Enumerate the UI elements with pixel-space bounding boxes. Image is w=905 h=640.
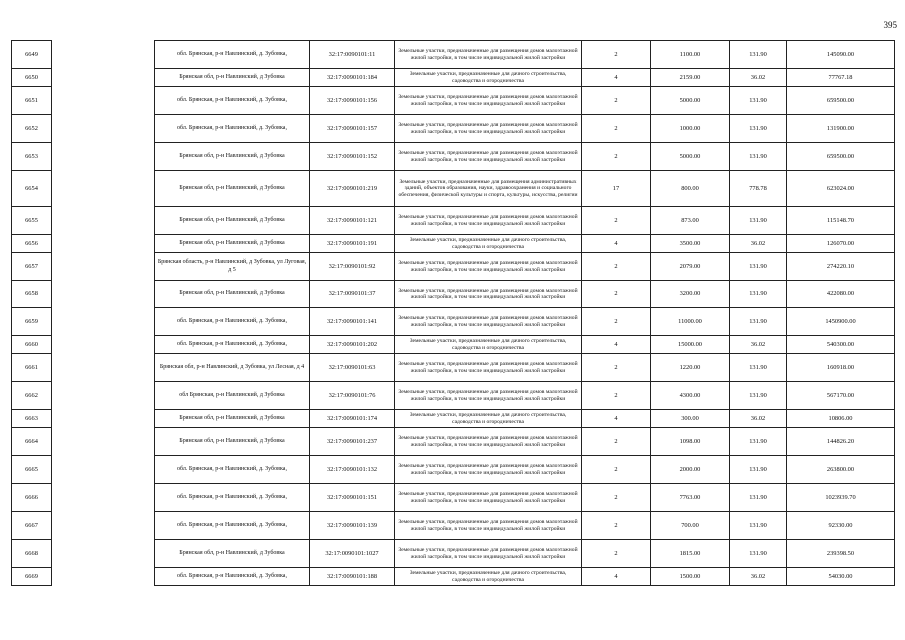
- page-number: 395: [883, 20, 897, 30]
- cell-address: обл. Брянская, р-н Навлинский, д. Зубовка,: [155, 512, 310, 540]
- cell-land-use: Земельные участки, предназначенные для дачного строительства, садоводства и огородничества: [395, 235, 582, 253]
- cell-cadastral-value: 623024.00: [787, 171, 895, 207]
- cell-cadastral-number: 32:17:0090101:139: [310, 512, 395, 540]
- cell-specific-value: 131.90: [730, 456, 787, 484]
- cell-group-code: 2: [582, 115, 651, 143]
- cell-number: 6665: [12, 456, 52, 484]
- cell-group-code: 2: [582, 41, 651, 69]
- cell-cadastral-number: 32:17:0090101:132: [310, 456, 395, 484]
- cell-specific-value: 36.02: [730, 235, 787, 253]
- cell-group-code: 2: [582, 281, 651, 308]
- cell-spacer: [52, 568, 155, 586]
- cell-spacer: [52, 69, 155, 87]
- cell-address: обл. Брянская, р-н Навлинский, д. Зубовка,: [155, 568, 310, 586]
- cell-cadastral-value: 54030.00: [787, 568, 895, 586]
- table-row: [12, 41, 895, 69]
- cell-number: 6660: [12, 336, 52, 354]
- cell-cadastral-number: 32:17:0090101:121: [310, 207, 395, 235]
- cell-address: Брянская обл, р-н Навлинский, д Зубовка: [155, 428, 310, 456]
- cell-group-code: 2: [582, 512, 651, 540]
- cell-cadastral-value: 1450900.00: [787, 308, 895, 336]
- cell-cadastral-value: 131900.00: [787, 115, 895, 143]
- cell-cadastral-number: 32:17:0090101:11: [310, 41, 395, 69]
- cell-number: 6662: [12, 382, 52, 410]
- cell-spacer: [52, 336, 155, 354]
- cell-address: обл. Брянская, р-н Навлинский, д. Зубовка,: [155, 484, 310, 512]
- cell-group-code: 4: [582, 568, 651, 586]
- cell-group-code: 2: [582, 87, 651, 115]
- cell-cadastral-value: 126070.00: [787, 235, 895, 253]
- cell-specific-value: 131.90: [730, 143, 787, 171]
- cell-land-use: Земельные участки, предназначенные для размещения домов малоэтажной жилой застройки, в том числе индивидуальной жилой застройки: [395, 484, 582, 512]
- table-row: [12, 171, 895, 207]
- cell-cadastral-value: 10806.00: [787, 410, 895, 428]
- cell-number: 6666: [12, 484, 52, 512]
- cell-number: 6656: [12, 235, 52, 253]
- cell-specific-value: 36.02: [730, 568, 787, 586]
- cell-group-code: 4: [582, 235, 651, 253]
- cell-land-use: Земельные участки, предназначенные для размещения домов малоэтажной жилой застройки, в том числе индивидуальной жилой застройки: [395, 41, 582, 69]
- cell-cadastral-value: 263800.00: [787, 456, 895, 484]
- cell-number: 6650: [12, 69, 52, 87]
- table-row: [12, 87, 895, 115]
- table-row: [12, 410, 895, 428]
- cell-specific-value: 36.02: [730, 410, 787, 428]
- cell-area: 4300.00: [651, 382, 730, 410]
- cell-land-use: Земельные участки, предназначенные для размещения административных зданий, объектов образования, науки, здравоохранения и социального обеспечения, физической культуры и спорта, культуры, искусства, религии: [395, 171, 582, 207]
- cell-specific-value: 131.90: [730, 428, 787, 456]
- table-row: [12, 512, 895, 540]
- cell-specific-value: 131.90: [730, 484, 787, 512]
- cell-address: обл Брянская, р-н Навлинский, д Зубовка: [155, 382, 310, 410]
- cell-cadastral-value: 274220.10: [787, 253, 895, 281]
- cell-land-use: Земельные участки, предназначенные для размещения домов малоэтажной жилой застройки, в том числе индивидуальной жилой застройки: [395, 207, 582, 235]
- cell-group-code: 17: [582, 171, 651, 207]
- cell-area: 800.00: [651, 171, 730, 207]
- cell-number: 6652: [12, 115, 52, 143]
- table-row: [12, 336, 895, 354]
- cell-land-use: Земельные участки, предназначенные для дачного строительства, садоводства и огородничества: [395, 336, 582, 354]
- table-body: [12, 41, 895, 586]
- cell-number: 6661: [12, 354, 52, 382]
- cell-cadastral-value: 115148.70: [787, 207, 895, 235]
- cell-spacer: [52, 281, 155, 308]
- cell-area: 2159.00: [651, 69, 730, 87]
- cell-spacer: [52, 428, 155, 456]
- cell-number: 6667: [12, 512, 52, 540]
- cell-area: 1815.00: [651, 540, 730, 568]
- cell-land-use: Земельные участки, предназначенные для размещения домов малоэтажной жилой застройки, в том числе индивидуальной жилой застройки: [395, 281, 582, 308]
- cell-number: 6664: [12, 428, 52, 456]
- cell-cadastral-number: 32:17:0090101:191: [310, 235, 395, 253]
- cell-spacer: [52, 456, 155, 484]
- table-row: [12, 69, 895, 87]
- cell-number: 6668: [12, 540, 52, 568]
- cell-area: 1100.00: [651, 41, 730, 69]
- cell-number: 6659: [12, 308, 52, 336]
- cell-group-code: 4: [582, 336, 651, 354]
- cell-land-use: Земельные участки, предназначенные для размещения домов малоэтажной жилой застройки, в том числе индивидуальной жилой застройки: [395, 143, 582, 171]
- cell-cadastral-value: 145090.00: [787, 41, 895, 69]
- cell-specific-value: 131.90: [730, 308, 787, 336]
- cell-spacer: [52, 143, 155, 171]
- cell-land-use: Земельные участки, предназначенные для дачного строительства, садоводства и огородничества: [395, 568, 582, 586]
- cell-cadastral-number: 32:17:0090101:237: [310, 428, 395, 456]
- cell-area: 2079.00: [651, 253, 730, 281]
- cell-spacer: [52, 41, 155, 69]
- cell-specific-value: 131.90: [730, 87, 787, 115]
- cell-address: Брянская обл, р-н Навлинский, д Зубовка: [155, 410, 310, 428]
- cell-cadastral-number: 32:17:0090101:188: [310, 568, 395, 586]
- cell-spacer: [52, 382, 155, 410]
- cell-address: Брянская обл, р-н Навлинский, д Зубовка, ул Лесная, д 4: [155, 354, 310, 382]
- cell-cadastral-value: 239398.50: [787, 540, 895, 568]
- cell-spacer: [52, 354, 155, 382]
- cell-area: 11000.00: [651, 308, 730, 336]
- cell-cadastral-number: 32:17:0090101:37: [310, 281, 395, 308]
- cell-group-code: 4: [582, 410, 651, 428]
- cell-group-code: 4: [582, 69, 651, 87]
- cell-area: 2000.00: [651, 456, 730, 484]
- cell-number: 6653: [12, 143, 52, 171]
- cell-land-use: Земельные участки, предназначенные для размещения домов малоэтажной жилой застройки, в том числе индивидуальной жилой застройки: [395, 456, 582, 484]
- cell-specific-value: 36.02: [730, 336, 787, 354]
- cell-group-code: 2: [582, 484, 651, 512]
- cell-land-use: Земельные участки, предназначенные для размещения домов малоэтажной жилой застройки, в том числе индивидуальной жилой застройки: [395, 428, 582, 456]
- cell-area: 700.00: [651, 512, 730, 540]
- cell-land-use: Земельные участки, предназначенные для размещения домов малоэтажной жилой застройки, в том числе индивидуальной жилой застройки: [395, 253, 582, 281]
- cell-cadastral-value: 659500.00: [787, 143, 895, 171]
- cell-area: 3500.00: [651, 235, 730, 253]
- table-row: [12, 484, 895, 512]
- cell-address: Брянская обл, р-н Навлинский, д Зубовка: [155, 69, 310, 87]
- cell-group-code: 2: [582, 354, 651, 382]
- cell-area: 1220.00: [651, 354, 730, 382]
- table-row: [12, 143, 895, 171]
- cell-cadastral-value: 160918.00: [787, 354, 895, 382]
- cell-cadastral-number: 32:17:0090101:152: [310, 143, 395, 171]
- cell-number: 6649: [12, 41, 52, 69]
- cell-group-code: 2: [582, 253, 651, 281]
- cell-group-code: 2: [582, 540, 651, 568]
- table-row: [12, 207, 895, 235]
- cell-land-use: Земельные участки, предназначенные для размещения домов малоэтажной жилой застройки, в том числе индивидуальной жилой застройки: [395, 382, 582, 410]
- cell-spacer: [52, 512, 155, 540]
- cell-number: 6663: [12, 410, 52, 428]
- cell-area: 1000.00: [651, 115, 730, 143]
- cell-specific-value: 36.02: [730, 69, 787, 87]
- cell-address: обл. Брянская, р-н Навлинский, д. Зубовка,: [155, 115, 310, 143]
- cell-group-code: 2: [582, 308, 651, 336]
- cell-address: обл. Брянская, р-н Навлинский, д. Зубовка,: [155, 87, 310, 115]
- cell-cadastral-number: 32:17:0090101:184: [310, 69, 395, 87]
- cell-specific-value: 131.90: [730, 115, 787, 143]
- cell-cadastral-number: 32:17:0090101:1027: [310, 540, 395, 568]
- cell-number: 6657: [12, 253, 52, 281]
- cell-cadastral-value: 567170.00: [787, 382, 895, 410]
- cell-cadastral-value: 92330.00: [787, 512, 895, 540]
- cell-specific-value: 131.90: [730, 253, 787, 281]
- cell-address: обл. Брянская, р-н Навлинский, д. Зубовка,: [155, 308, 310, 336]
- cell-group-code: 2: [582, 428, 651, 456]
- table-row: [12, 281, 895, 308]
- cell-address: Брянская обл, р-н Навлинский, д Зубовка: [155, 171, 310, 207]
- cell-cadastral-value: 422080.00: [787, 281, 895, 308]
- cell-address: обл. Брянская, р-н Навлинский, д. Зубовка,: [155, 456, 310, 484]
- cell-group-code: 2: [582, 382, 651, 410]
- cell-cadastral-value: 144826.20: [787, 428, 895, 456]
- cell-land-use: Земельные участки, предназначенные для размещения домов малоэтажной жилой застройки, в том числе индивидуальной жилой застройки: [395, 87, 582, 115]
- table-row: [12, 428, 895, 456]
- cell-land-use: Земельные участки, предназначенные для размещения домов малоэтажной жилой застройки, в том числе индивидуальной жилой застройки: [395, 540, 582, 568]
- cell-address: Брянская обл, р-н Навлинский, д Зубовка: [155, 540, 310, 568]
- cell-cadastral-number: 32:17:0090101:76: [310, 382, 395, 410]
- cell-group-code: 2: [582, 456, 651, 484]
- cell-land-use: Земельные участки, предназначенные для дачного строительства, садоводства и огородничества: [395, 69, 582, 87]
- cell-address: Брянская обл, р-н Навлинский, д Зубовка: [155, 143, 310, 171]
- cell-cadastral-value: 77767.18: [787, 69, 895, 87]
- cell-spacer: [52, 540, 155, 568]
- cell-cadastral-number: 32:17:0090101:174: [310, 410, 395, 428]
- cell-land-use: Земельные участки, предназначенные для размещения домов малоэтажной жилой застройки, в том числе индивидуальной жилой застройки: [395, 115, 582, 143]
- cell-specific-value: 131.90: [730, 382, 787, 410]
- cell-number: 6651: [12, 87, 52, 115]
- cell-number: 6655: [12, 207, 52, 235]
- cell-spacer: [52, 410, 155, 428]
- cell-spacer: [52, 253, 155, 281]
- cell-specific-value: 131.90: [730, 540, 787, 568]
- cell-area: 5000.00: [651, 143, 730, 171]
- table-row: [12, 308, 895, 336]
- cell-address: Брянская обл, р-н Навлинский, д Зубовка: [155, 235, 310, 253]
- table-row: [12, 568, 895, 586]
- cell-specific-value: 131.90: [730, 354, 787, 382]
- cell-land-use: Земельные участки, предназначенные для размещения домов малоэтажной жилой застройки, в том числе индивидуальной жилой застройки: [395, 308, 582, 336]
- cell-land-use: Земельные участки, предназначенные для размещения домов малоэтажной жилой застройки, в том числе индивидуальной жилой застройки: [395, 512, 582, 540]
- cell-area: 873.00: [651, 207, 730, 235]
- cell-spacer: [52, 207, 155, 235]
- cell-group-code: 2: [582, 207, 651, 235]
- cell-spacer: [52, 484, 155, 512]
- table-row: [12, 115, 895, 143]
- cell-area: 1500.00: [651, 568, 730, 586]
- cell-area: 300.00: [651, 410, 730, 428]
- table-row: [12, 382, 895, 410]
- cell-specific-value: 778.78: [730, 171, 787, 207]
- cell-address: обл. Брянская, р-н Навлинский, д. Зубовка,: [155, 41, 310, 69]
- cell-area: 3200.00: [651, 281, 730, 308]
- cell-cadastral-number: 32:17:0090101:156: [310, 87, 395, 115]
- cell-area: 5000.00: [651, 87, 730, 115]
- cell-cadastral-number: 32:17:0090101:157: [310, 115, 395, 143]
- cell-cadastral-number: 32:17:0090101:219: [310, 171, 395, 207]
- cell-spacer: [52, 235, 155, 253]
- cell-area: 7763.00: [651, 484, 730, 512]
- table-row: [12, 540, 895, 568]
- cell-number: 6658: [12, 281, 52, 308]
- cell-spacer: [52, 87, 155, 115]
- cell-address: Брянская область, р-н Навлинский, д Зубовка, ул Луговая, д 5: [155, 253, 310, 281]
- cell-spacer: [52, 171, 155, 207]
- cell-specific-value: 131.90: [730, 281, 787, 308]
- table-row: [12, 354, 895, 382]
- cell-cadastral-number: 32:17:0090101:151: [310, 484, 395, 512]
- table-row: [12, 456, 895, 484]
- cell-specific-value: 131.90: [730, 207, 787, 235]
- cell-spacer: [52, 115, 155, 143]
- cell-cadastral-number: 32:17:0090101:92: [310, 253, 395, 281]
- cell-land-use: Земельные участки, предназначенные для размещения домов малоэтажной жилой застройки, в том числе индивидуальной жилой застройки: [395, 354, 582, 382]
- cell-group-code: 2: [582, 143, 651, 171]
- cell-cadastral-number: 32:17:0090101:63: [310, 354, 395, 382]
- cell-cadastral-number: 32:17:0090101:202: [310, 336, 395, 354]
- cell-cadastral-value: 540300.00: [787, 336, 895, 354]
- cell-land-use: Земельные участки, предназначенные для дачного строительства, садоводства и огородничества: [395, 410, 582, 428]
- cell-specific-value: 131.90: [730, 41, 787, 69]
- cell-number: 6669: [12, 568, 52, 586]
- cell-number: 6654: [12, 171, 52, 207]
- cell-address: Брянская обл, р-н Навлинский, д Зубовка: [155, 207, 310, 235]
- cadastral-value-table: [11, 40, 895, 586]
- cell-specific-value: 131.90: [730, 512, 787, 540]
- cell-cadastral-value: 1023939.70: [787, 484, 895, 512]
- cell-area: 15000.00: [651, 336, 730, 354]
- cell-address: обл. Брянская, р-н Навлинский, д. Зубовка,: [155, 336, 310, 354]
- cell-address: Брянская обл, р-н Навлинский, д Зубовка: [155, 281, 310, 308]
- cell-spacer: [52, 308, 155, 336]
- cell-cadastral-number: 32:17:0090101:141: [310, 308, 395, 336]
- cell-area: 1098.00: [651, 428, 730, 456]
- table-row: [12, 253, 895, 281]
- table-row: [12, 235, 895, 253]
- cell-cadastral-value: 659500.00: [787, 87, 895, 115]
